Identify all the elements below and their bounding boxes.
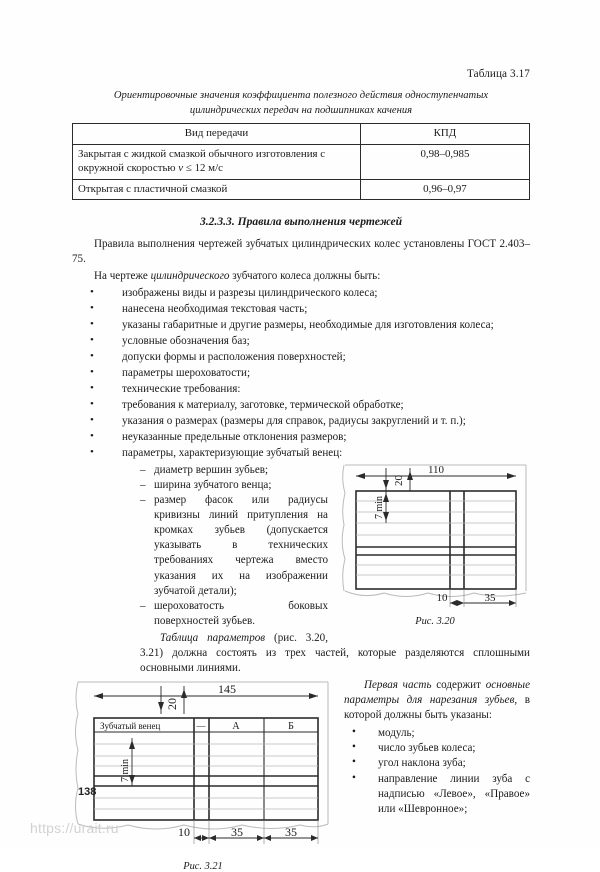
list-item: • изображены виды и разрезы цилиндрического колеса;: [72, 286, 530, 302]
gear-type-line1: Закрытая с жидкой смазкой обычного изготовления с: [78, 147, 326, 160]
dimension-label-7min: 7 min: [374, 495, 385, 519]
paragraph-parameter-table: [140, 631, 530, 676]
list-item: • технические требования:: [72, 382, 530, 398]
figure-3-21-caption: Рис. 3.21: [183, 861, 223, 872]
list-item: • неуказанные предельные отклонения размеров;: [72, 430, 530, 446]
gear-type-line2-pre: окружной скоростью: [78, 162, 179, 175]
dimension-label-35-b: 35: [285, 825, 297, 840]
first-part-text-column: [344, 678, 530, 817]
header-cell-b: Б: [288, 721, 294, 733]
list-item: • число зубьев колеса;: [344, 741, 530, 756]
para3-emphasis: Таблица параметров: [160, 631, 266, 644]
table-title: Ориентировочные значения коэффициента полезного действия одноступенчатых цилиндрических передач на подшипниках качения: [113, 90, 489, 116]
dimension-label-35-a: 35: [231, 825, 243, 840]
list-item: • модуль;: [344, 726, 530, 741]
table-row: [73, 179, 530, 200]
first-part-parameters-list: [344, 726, 530, 818]
first-part-mid: содержит: [431, 679, 486, 692]
page-content: [72, 68, 530, 872]
paragraph-intro: Правила выполнения чертежей зубчатых цилиндрических колес установлены ГОСТ 2.403–75.: [72, 238, 530, 266]
gear-type-line2-post: ≤ 12 м/с: [183, 162, 223, 175]
gear-speed-variable: v: [178, 162, 184, 175]
figure20-text-block: [72, 463, 530, 676]
list-item: • допуски формы и расположения поверхностей;: [72, 350, 530, 366]
list-item: • угол наклона зуба;: [344, 756, 530, 771]
figure-3-21-container: [72, 680, 334, 872]
list-item: • параметры, характеризующие зубчатый венец:: [72, 446, 530, 462]
requirements-list: [72, 286, 530, 462]
cell-kpd-value: 0,98–0,985: [360, 144, 529, 179]
first-part-emphasis-1: Первая часть: [364, 679, 432, 692]
dimension-label-110: 110: [427, 463, 445, 476]
figure21-text-block: [72, 676, 530, 872]
dimension-label-35: 35: [484, 591, 496, 604]
cell-kpd-value: 0,96–0,97: [360, 179, 529, 200]
cell-gear-type: Открытая с пластичной смазкой: [73, 179, 361, 200]
header-cell-gear-rim: Зубчатый венец: [100, 721, 161, 732]
first-part-post: , в которой должны быть указаны:: [344, 694, 530, 722]
cell-gear-type: [73, 144, 361, 179]
list-item: • требования к материалу, заготовке, термической обработке;: [72, 398, 530, 414]
dimension-label-145: 145: [218, 682, 236, 697]
watermark-url: https://urait.ru: [30, 820, 119, 836]
page-number: 138: [78, 786, 97, 798]
list-item: • указаны габаритные и другие размеры, необходимые для изготовления колеса;: [72, 318, 530, 334]
dimension-label-20: 20: [165, 698, 179, 711]
para2-pre: На чертеже: [94, 270, 151, 283]
list-item: • указания о размерах (размеры для справок, радиусы закруглений и т. п.);: [72, 414, 530, 430]
list-item: – диаметр вершин зубьев;: [140, 463, 530, 478]
list-item: – ширина зубчатого венца;: [140, 478, 530, 493]
table-number: Таблица 3.17: [466, 68, 530, 80]
para3-post: (рис. 3.20, 3.21) должна состоять из трех частей, которые разделяются сплошными основными линиями.: [140, 631, 530, 674]
list-item: • условные обозначения баз;: [72, 334, 530, 350]
list-item: • параметры шероховатости;: [72, 366, 530, 382]
subrequirements-block: [140, 463, 530, 676]
paragraph-first-part: [344, 678, 530, 724]
list-item: • нанесена необходимая текстовая часть;: [72, 302, 530, 318]
dimension-label-20: 20: [393, 474, 405, 486]
paragraph-drawing-intro: [72, 269, 530, 284]
kpd-table: [72, 123, 530, 200]
header-cell-a: А: [232, 721, 240, 733]
figure-3-20-caption: Рис. 3.20: [415, 615, 455, 627]
list-item: – шероховатость боковых поверхностей зубьев.: [140, 599, 530, 629]
list-item: • направление линии зуба с надписью «Левое», «Правое» или «Шевронное»;: [344, 772, 530, 818]
list-item: – размер фасок или радиусы кривизны линий притупления на кромках зубьев (допускается указывать в технических требованиях чертежа вместо указания их на изображении зубчатой детали);: [140, 493, 530, 599]
column-header-kpd: КПД: [360, 124, 529, 145]
gear-rim-parameters-list: [140, 463, 530, 629]
header-cell-dash: —: [196, 721, 206, 732]
dimension-label-7min: 7 min: [120, 759, 131, 783]
column-header-type: Вид передачи: [73, 124, 361, 145]
para2-post: зубчатого колеса должны быть:: [229, 270, 381, 283]
para2-emphasis: цилиндрического: [150, 270, 230, 283]
dimension-label-10: 10: [178, 825, 190, 840]
table-header-row: [73, 124, 530, 145]
figure-3-21: [72, 680, 334, 872]
table-row: [73, 144, 530, 179]
first-part-emphasis-2: основные параметры для нарезания зубьев: [344, 679, 530, 707]
section-heading: 3.2.3.3. Правила выполнения чертежей: [199, 215, 403, 229]
dimension-label-10: 10: [436, 591, 448, 604]
